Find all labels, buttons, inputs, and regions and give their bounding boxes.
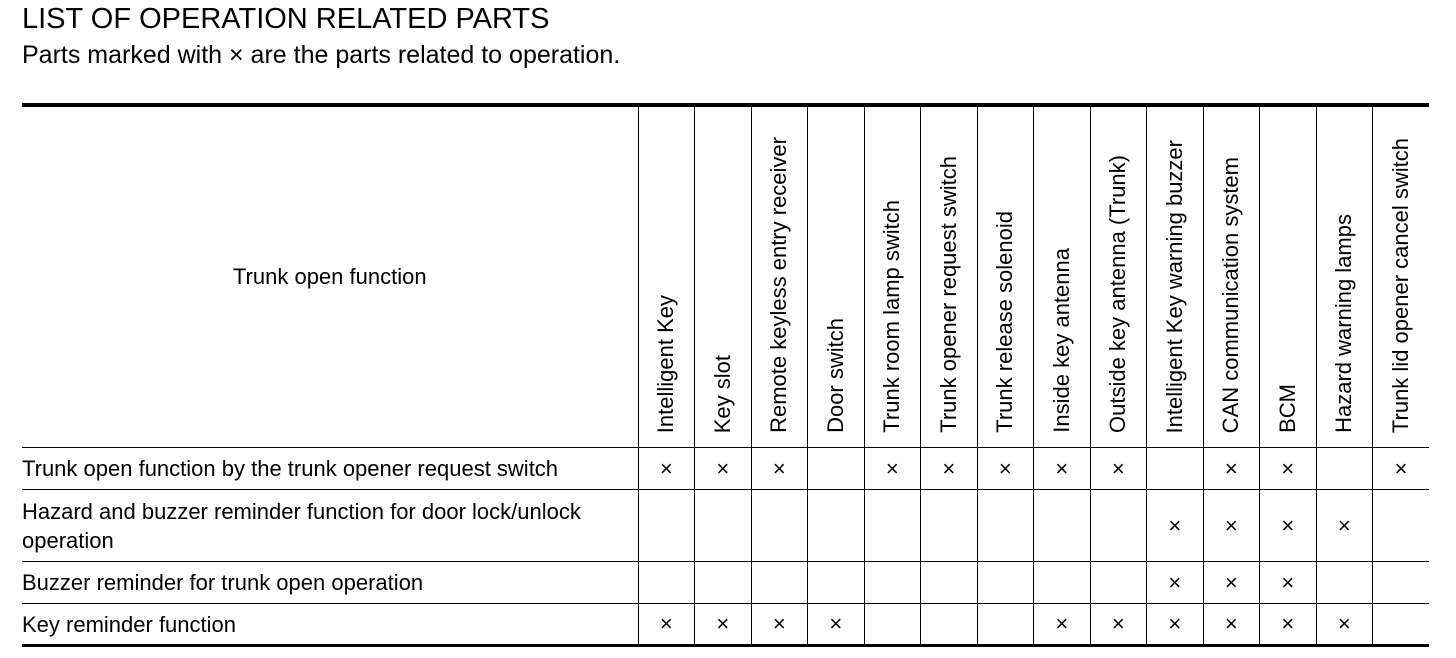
table-row bbox=[22, 562, 1429, 604]
mark-cell bbox=[864, 604, 921, 646]
column-header bbox=[864, 105, 921, 448]
mark-cell bbox=[1373, 604, 1430, 646]
column-header bbox=[1203, 105, 1260, 448]
table-row bbox=[22, 490, 1429, 562]
mark-cell bbox=[921, 562, 978, 604]
row-label: Hazard and buzzer reminder function for door lock/unlock operation bbox=[22, 490, 638, 562]
mark-cell bbox=[1034, 490, 1091, 562]
mark-cell: × bbox=[864, 448, 921, 490]
column-header bbox=[1034, 105, 1091, 448]
mark-cell: × bbox=[1316, 490, 1373, 562]
mark-cell bbox=[1316, 448, 1373, 490]
mark-cell: × bbox=[1260, 604, 1317, 646]
column-header-label: Intelligent Key bbox=[653, 294, 679, 433]
mark-cell bbox=[864, 562, 921, 604]
mark-cell: × bbox=[1203, 562, 1260, 604]
mark-cell: × bbox=[751, 448, 808, 490]
mark-cell bbox=[977, 604, 1034, 646]
mark-cell: × bbox=[1034, 448, 1091, 490]
column-header-label: BCM bbox=[1274, 384, 1300, 433]
mark-cell bbox=[864, 490, 921, 562]
column-header-label: Trunk release solenoid bbox=[992, 211, 1018, 433]
page-title: LIST OF OPERATION RELATED PARTS bbox=[22, 3, 550, 35]
column-header bbox=[1373, 105, 1430, 448]
mark-cell bbox=[695, 490, 752, 562]
mark-cell bbox=[751, 562, 808, 604]
mark-cell bbox=[808, 490, 865, 562]
row-label: Key reminder function bbox=[22, 604, 638, 646]
mark-cell: × bbox=[921, 448, 978, 490]
mark-cell bbox=[695, 562, 752, 604]
mark-cell: × bbox=[1147, 604, 1204, 646]
mark-cell bbox=[1316, 562, 1373, 604]
column-header-label: Remote keyless entry receiver bbox=[766, 137, 792, 433]
mark-cell bbox=[1373, 490, 1430, 562]
mark-cell: × bbox=[977, 448, 1034, 490]
mark-cell bbox=[1147, 448, 1204, 490]
mark-cell: × bbox=[1373, 448, 1430, 490]
mark-cell: × bbox=[1260, 448, 1317, 490]
column-header bbox=[695, 105, 752, 448]
mark-cell bbox=[921, 490, 978, 562]
column-header-label: Outside key antenna (Trunk) bbox=[1105, 155, 1131, 433]
mark-cell bbox=[1373, 562, 1430, 604]
table-row bbox=[22, 604, 1429, 646]
mark-cell: × bbox=[695, 448, 752, 490]
mark-cell bbox=[1090, 562, 1147, 604]
mark-cell: × bbox=[1260, 490, 1317, 562]
mark-cell: × bbox=[1090, 604, 1147, 646]
mark-cell: × bbox=[808, 604, 865, 646]
page-subtitle: Parts marked with × are the parts related to operation. bbox=[22, 41, 621, 69]
mark-cell bbox=[1090, 490, 1147, 562]
mark-cell bbox=[977, 562, 1034, 604]
mark-cell: × bbox=[1090, 448, 1147, 490]
mark-cell: × bbox=[1147, 562, 1204, 604]
column-header-label: Key slot bbox=[709, 354, 735, 433]
mark-cell: × bbox=[751, 604, 808, 646]
mark-cell: × bbox=[1203, 490, 1260, 562]
column-header bbox=[1147, 105, 1204, 448]
mark-cell bbox=[1034, 562, 1091, 604]
mark-cell: × bbox=[695, 604, 752, 646]
function-column-header: Trunk open function bbox=[232, 264, 427, 289]
table-row bbox=[22, 448, 1429, 490]
column-header-label: Hazard warning lamps bbox=[1331, 214, 1357, 433]
mark-cell bbox=[977, 490, 1034, 562]
mark-cell: × bbox=[1316, 604, 1373, 646]
row-label: Trunk open function by the trunk opener request switch bbox=[22, 448, 638, 490]
mark-cell: × bbox=[1034, 604, 1091, 646]
column-header bbox=[1260, 105, 1317, 448]
column-header bbox=[921, 105, 978, 448]
operation-parts-table bbox=[22, 103, 1429, 647]
mark-cell: × bbox=[1260, 562, 1317, 604]
column-header-label: Intelligent Key warning buzzer bbox=[1161, 139, 1187, 433]
mark-cell bbox=[638, 490, 695, 562]
mark-cell bbox=[808, 562, 865, 604]
column-header-label: Trunk room lamp switch bbox=[879, 200, 905, 433]
column-header-label: Inside key antenna bbox=[1048, 248, 1074, 433]
mark-cell: × bbox=[638, 604, 695, 646]
mark-cell: × bbox=[638, 448, 695, 490]
table-header-row bbox=[22, 105, 1429, 448]
mark-cell: × bbox=[1147, 490, 1204, 562]
column-header bbox=[1316, 105, 1373, 448]
column-header-label: Door switch bbox=[822, 318, 848, 433]
column-header bbox=[808, 105, 865, 448]
mark-cell: × bbox=[1203, 604, 1260, 646]
mark-cell bbox=[808, 448, 865, 490]
column-header bbox=[977, 105, 1034, 448]
row-label: Buzzer reminder for trunk open operation bbox=[22, 562, 638, 604]
column-header-label: Trunk opener request switch bbox=[935, 156, 961, 433]
column-header bbox=[751, 105, 808, 448]
mark-cell bbox=[921, 604, 978, 646]
column-header-label: Trunk lid opener cancel switch bbox=[1388, 137, 1413, 433]
column-header bbox=[638, 105, 695, 448]
column-header-label: CAN communication system bbox=[1218, 156, 1244, 433]
mark-cell bbox=[638, 562, 695, 604]
mark-cell bbox=[751, 490, 808, 562]
column-header bbox=[1090, 105, 1147, 448]
mark-cell: × bbox=[1203, 448, 1260, 490]
